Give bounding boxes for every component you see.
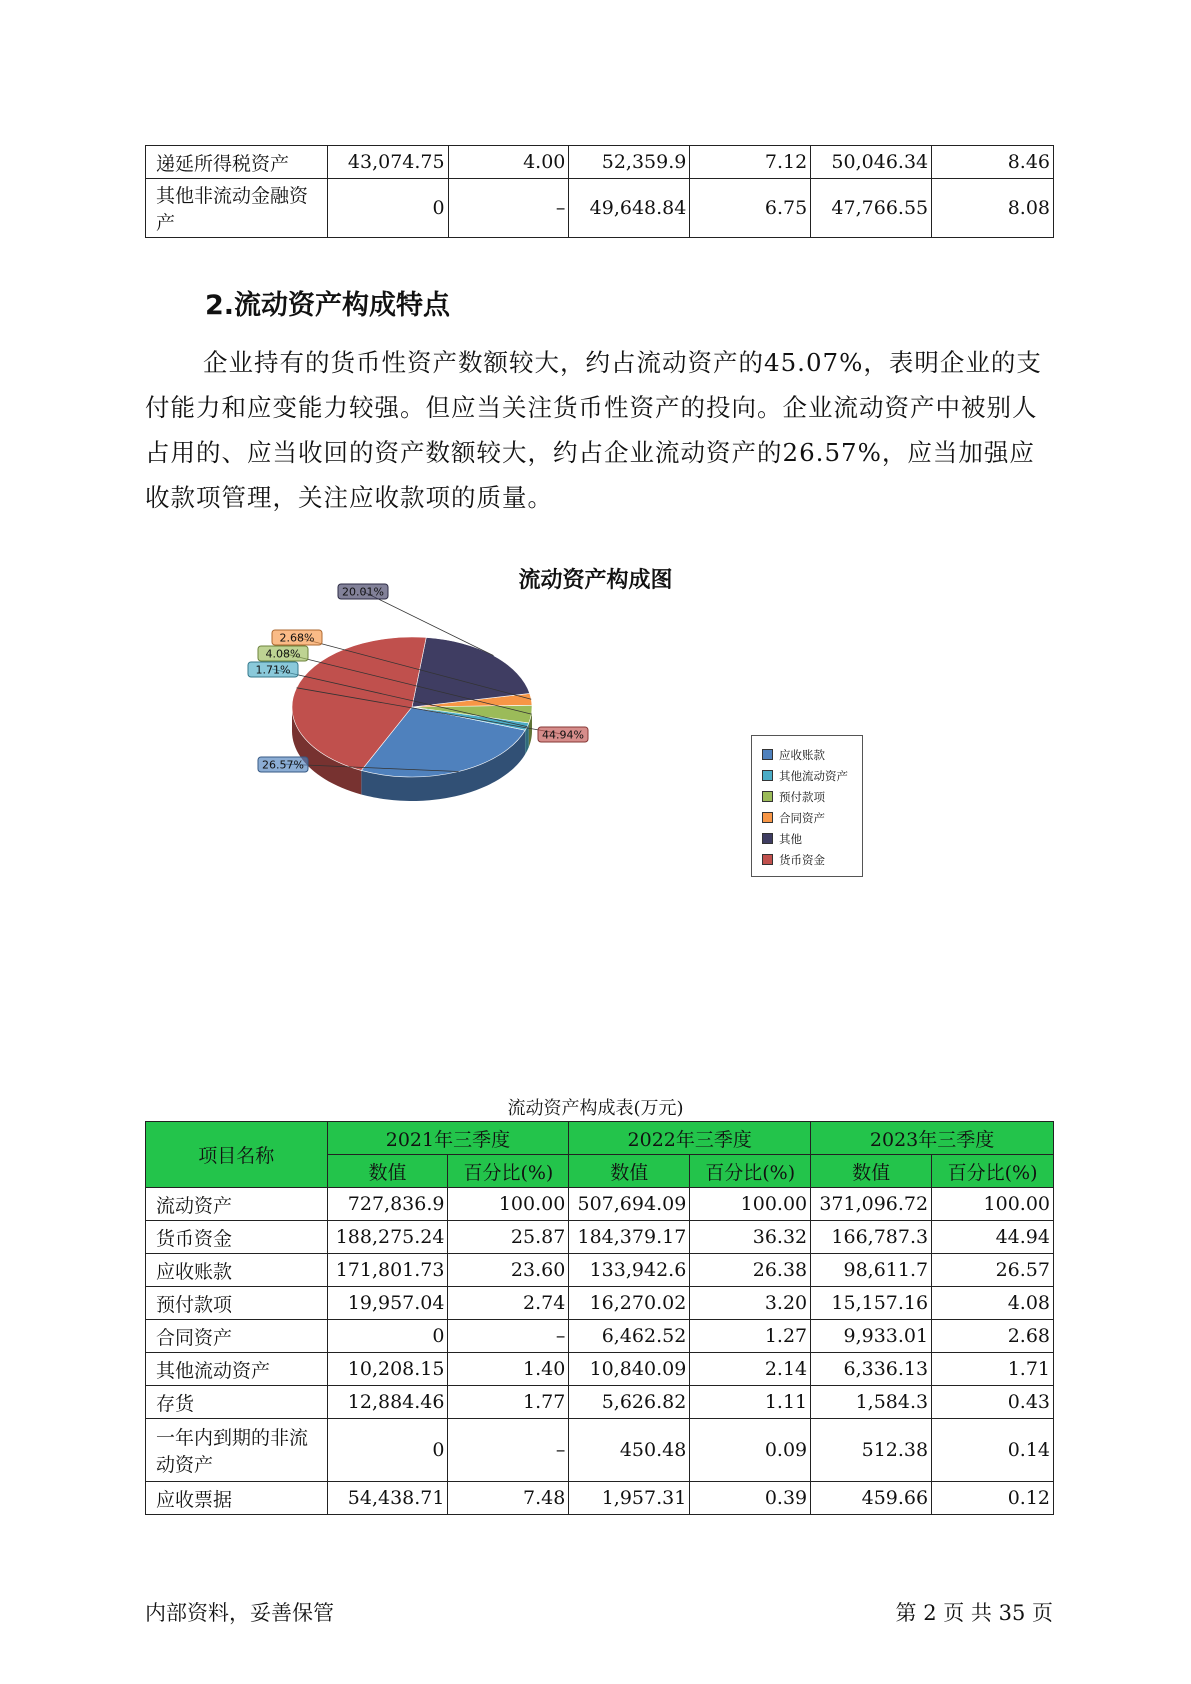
table-row: [146, 1386, 1054, 1419]
legend-item: [762, 849, 862, 870]
value-2021: 0: [327, 1419, 448, 1482]
row-name: 应收票据: [146, 1482, 328, 1515]
percent-2022: 26.38: [690, 1254, 811, 1287]
table-row: [146, 1353, 1054, 1386]
legend-label: 合同资产: [779, 810, 825, 825]
percent-2021: –: [448, 179, 569, 238]
percent-2023: 8.08: [932, 179, 1054, 238]
percent-2021: 1.40: [448, 1353, 569, 1386]
percent-2023: 0.14: [932, 1419, 1054, 1482]
pie-label-text: 20.01%: [342, 585, 384, 599]
table-row: [146, 1254, 1054, 1287]
table-header-row: [146, 1122, 1054, 1155]
pie-data-label: [272, 630, 322, 645]
percent-2021: 23.60: [448, 1254, 569, 1287]
row-name: 流动资产: [146, 1188, 328, 1221]
percent-2022: 7.12: [690, 146, 811, 179]
table-row: [146, 1188, 1054, 1221]
section-paragraph: 企业持有的货币性资产数额较大，约占流动资产的45.07%，表明企业的支付能力和应变能力较强。但应当关注货币性资产的投向。企业流动资产中被别人占用的、应当收回的资产数额较大，约占企业流动资产的26.57%，应当加强应收款项管理，关注应收款项的质量。: [145, 348, 1042, 512]
legend-swatch: [762, 791, 773, 802]
percent-2022: 36.32: [690, 1221, 811, 1254]
header-percent: 百分比(%): [690, 1155, 811, 1188]
value-2023: 9,933.01: [811, 1320, 932, 1353]
header-percent: 百分比(%): [932, 1155, 1054, 1188]
value-2022: 1,957.31: [569, 1482, 690, 1515]
legend-item: [762, 786, 862, 807]
legend-item: [762, 744, 862, 765]
pie-label-text: 4.08%: [265, 647, 301, 661]
header-value: 数值: [327, 1155, 448, 1188]
value-2022: 10,840.09: [569, 1353, 690, 1386]
header-percent: 百分比(%): [448, 1155, 569, 1188]
value-2023: 166,787.3: [811, 1221, 932, 1254]
percent-2023: 0.12: [932, 1482, 1054, 1515]
header-year-2022: 2022年三季度: [569, 1122, 811, 1155]
value-2023: 98,611.7: [811, 1254, 932, 1287]
value-2023: 50,046.34: [811, 146, 932, 179]
legend-item: [762, 765, 862, 786]
percent-2022: 100.00: [690, 1188, 811, 1221]
value-2021: 727,836.9: [327, 1188, 448, 1221]
value-2022: 16,270.02: [569, 1287, 690, 1320]
value-2022: 507,694.09: [569, 1188, 690, 1221]
legend-item: [762, 807, 862, 828]
table-row: [146, 1482, 1054, 1515]
row-name: 一年内到期的非流动资产: [146, 1419, 328, 1482]
value-2023: 371,096.72: [811, 1188, 932, 1221]
value-2021: 43,074.75: [327, 146, 448, 179]
percent-2022: 1.11: [690, 1386, 811, 1419]
legend-label: 预付款项: [779, 789, 825, 804]
header-item-name: 项目名称: [146, 1122, 328, 1188]
footer-page-number: 第 2 页 共 35 页: [895, 1601, 1053, 1625]
percent-2022: 1.27: [690, 1320, 811, 1353]
pie-label-text: 1.71%: [255, 663, 291, 677]
legend-swatch: [762, 770, 773, 781]
percent-2022: 2.14: [690, 1353, 811, 1386]
table-body: [146, 1188, 1054, 1515]
percent-2022: 0.09: [690, 1419, 811, 1482]
value-2022: 6,462.52: [569, 1320, 690, 1353]
value-2021: 10,208.15: [327, 1353, 448, 1386]
header-year-2023: 2023年三季度: [811, 1122, 1054, 1155]
value-2021: 12,884.46: [327, 1386, 448, 1419]
table-row: [146, 1419, 1054, 1482]
value-2021: 171,801.73: [327, 1254, 448, 1287]
table-row: [146, 146, 1054, 179]
value-2021: 0: [327, 1320, 448, 1353]
value-2023: 6,336.13: [811, 1353, 932, 1386]
header-year-2021: 2021年三季度: [327, 1122, 569, 1155]
pie-data-label: [338, 584, 388, 599]
percent-2022: 6.75: [690, 179, 811, 238]
percent-2023: 1.71: [932, 1353, 1054, 1386]
legend-swatch: [762, 854, 773, 865]
pie-data-label: [538, 727, 588, 742]
percent-2023: 4.08: [932, 1287, 1054, 1320]
value-2022: 49,648.84: [569, 179, 690, 238]
legend-swatch: [762, 812, 773, 823]
section-heading: 2.流动资产构成特点: [205, 290, 451, 321]
pie-chart: [240, 585, 660, 860]
row-name: 应收账款: [146, 1254, 328, 1287]
legend-swatch: [762, 749, 773, 760]
pie-data-label: [258, 646, 308, 661]
pie-label-text: 44.94%: [542, 728, 584, 742]
pie-data-label: [248, 662, 298, 677]
pie-data-label: [258, 757, 308, 772]
percent-2021: 7.48: [448, 1482, 569, 1515]
chart-legend: [751, 735, 863, 877]
pie-label-text: 26.57%: [262, 758, 304, 772]
table-row: [146, 1221, 1054, 1254]
percent-2023: 44.94: [932, 1221, 1054, 1254]
value-2022: 5,626.82: [569, 1386, 690, 1419]
value-2023: 15,157.16: [811, 1287, 932, 1320]
value-2023: 459.66: [811, 1482, 932, 1515]
header-value: 数值: [569, 1155, 690, 1188]
percent-2022: 3.20: [690, 1287, 811, 1320]
percent-2021: 25.87: [448, 1221, 569, 1254]
legend-label: 货币资金: [779, 852, 825, 867]
table-row: [146, 1320, 1054, 1353]
value-2022: 450.48: [569, 1419, 690, 1482]
legend-label: 其他流动资产: [779, 768, 848, 783]
legend-label: 应收账款: [779, 747, 825, 762]
percent-2023: 100.00: [932, 1188, 1054, 1221]
row-name: 存货: [146, 1386, 328, 1419]
row-name: 货币资金: [146, 1221, 328, 1254]
percent-2021: –: [448, 1320, 569, 1353]
percent-2023: 8.46: [932, 146, 1054, 179]
row-name: 合同资产: [146, 1320, 328, 1353]
percent-2021: –: [448, 1419, 569, 1482]
value-2021: 19,957.04: [327, 1287, 448, 1320]
value-2021: 188,275.24: [327, 1221, 448, 1254]
percent-2022: 0.39: [690, 1482, 811, 1515]
table-row: [146, 1287, 1054, 1320]
value-2022: 52,359.9: [569, 146, 690, 179]
legend-label: 其他: [779, 831, 802, 846]
percent-2023: 2.68: [932, 1320, 1054, 1353]
value-2023: 512.38: [811, 1419, 932, 1482]
row-name: 递延所得税资产: [146, 146, 328, 179]
percent-2023: 0.43: [932, 1386, 1054, 1419]
row-name: 其他流动资产: [146, 1353, 328, 1386]
legend-swatch: [762, 833, 773, 844]
top-table: [145, 145, 1054, 238]
value-2022: 133,942.6: [569, 1254, 690, 1287]
current-assets-table: [145, 1121, 1054, 1515]
percent-2021: 2.74: [448, 1287, 569, 1320]
legend-item: [762, 828, 862, 849]
chart-title: 流动资产构成图: [518, 567, 673, 593]
value-2021: 0: [327, 179, 448, 238]
percent-2023: 26.57: [932, 1254, 1054, 1287]
row-name: 其他非流动金融资产: [146, 179, 328, 238]
value-2023: 47,766.55: [811, 179, 932, 238]
value-2023: 1,584.3: [811, 1386, 932, 1419]
value-2022: 184,379.17: [569, 1221, 690, 1254]
percent-2021: 1.77: [448, 1386, 569, 1419]
table-caption: 流动资产构成表(万元): [507, 1098, 684, 1119]
header-value: 数值: [811, 1155, 932, 1188]
table-row: [146, 179, 1054, 238]
value-2021: 54,438.71: [327, 1482, 448, 1515]
footer-confidential: 内部资料，妥善保管: [145, 1601, 334, 1625]
percent-2021: 4.00: [448, 146, 569, 179]
row-name: 预付款项: [146, 1287, 328, 1320]
pie-label-text: 2.68%: [279, 631, 315, 645]
percent-2021: 100.00: [448, 1188, 569, 1221]
